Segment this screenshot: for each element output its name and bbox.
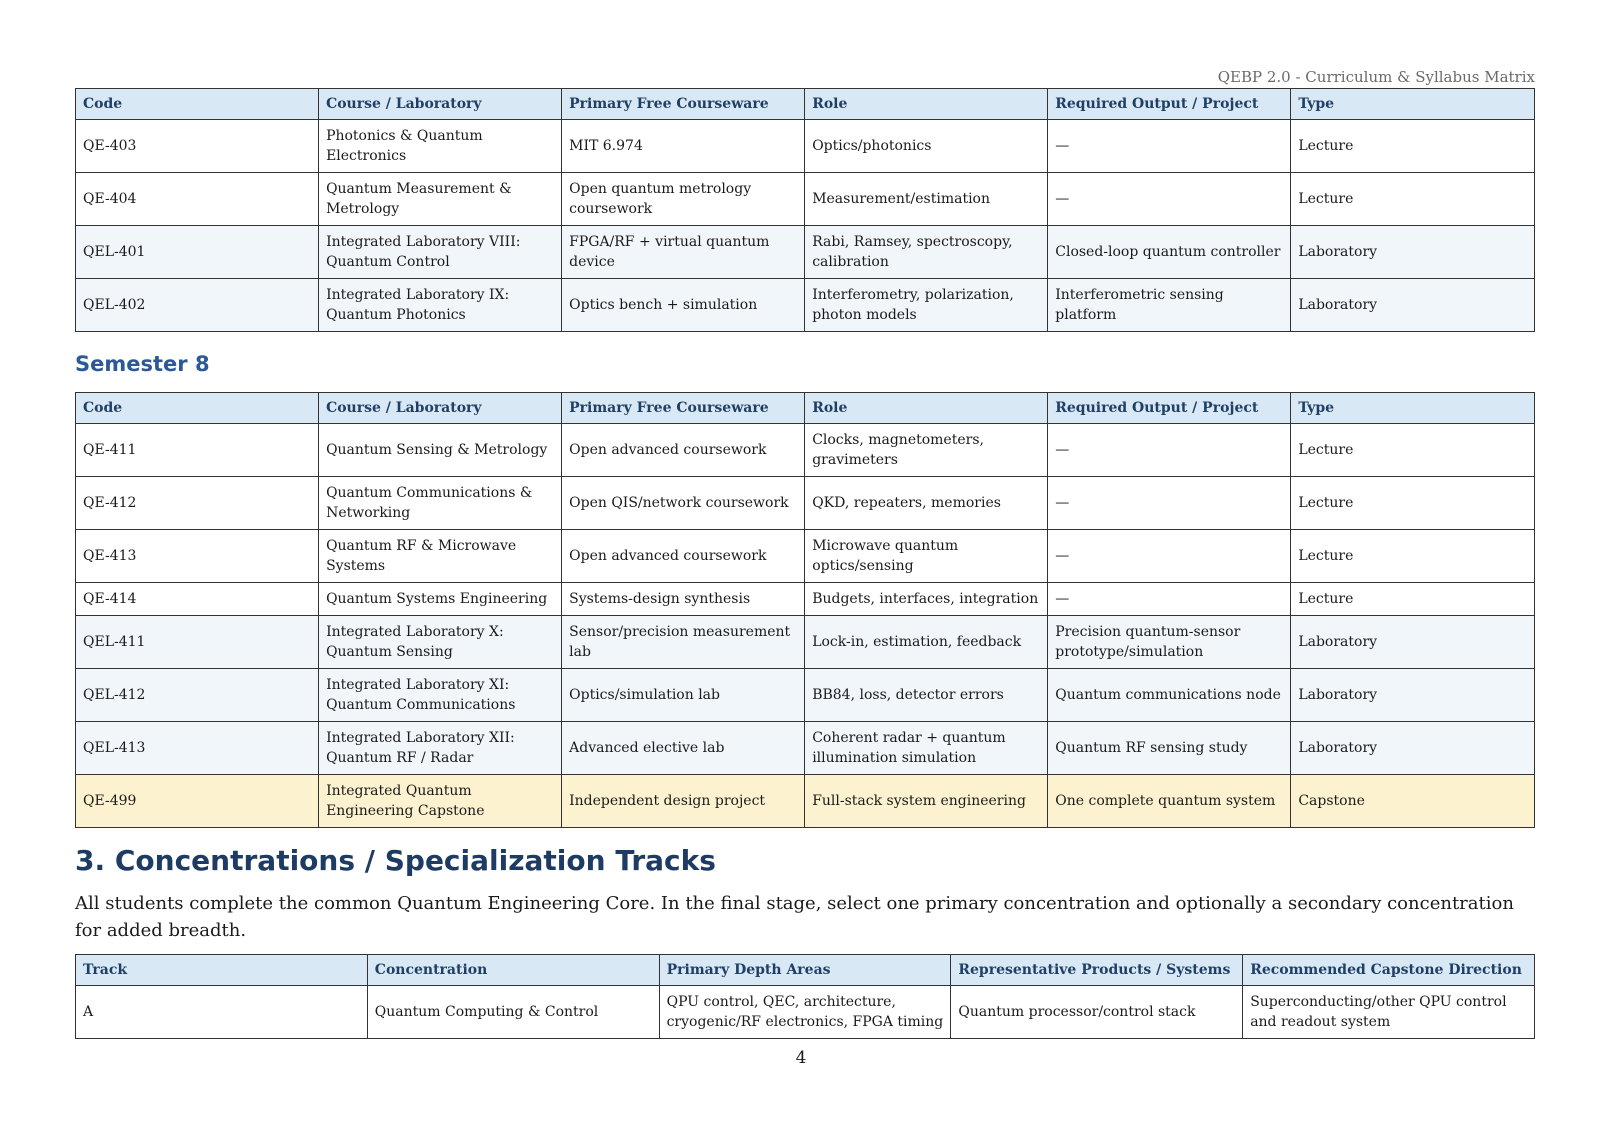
cell-course: Quantum Communications & Networking <box>319 477 562 530</box>
cell-output: Precision quantum-sensor prototype/simulation <box>1048 616 1291 669</box>
cell-role: Measurement/estimation <box>805 173 1048 226</box>
cell-type: Laboratory <box>1291 226 1535 279</box>
column-header-role: Role <box>805 393 1048 424</box>
cell-courseware: Open QIS/network coursework <box>562 477 805 530</box>
cell-type: Laboratory <box>1291 279 1535 332</box>
cell-courseware: Systems-design synthesis <box>562 583 805 616</box>
cell-output: — <box>1048 583 1291 616</box>
cell-output: Quantum RF sensing study <box>1048 722 1291 775</box>
table-header-row <box>76 393 1535 424</box>
table-row <box>76 424 1535 477</box>
column-header-courseware: Primary Free Courseware <box>562 393 805 424</box>
column-header-depth-areas: Primary Depth Areas <box>659 955 951 986</box>
cell-code: QE-499 <box>76 775 319 828</box>
cell-output: — <box>1048 120 1291 173</box>
cell-courseware: FPGA/RF + virtual quantum device <box>562 226 805 279</box>
column-header-role: Role <box>805 89 1048 120</box>
table-row <box>76 226 1535 279</box>
cell-output: — <box>1048 173 1291 226</box>
cell-type: Lecture <box>1291 120 1535 173</box>
cell-code: QEL-402 <box>76 279 319 332</box>
table-header-row <box>76 89 1535 120</box>
cell-courseware: Open advanced coursework <box>562 530 805 583</box>
cell-type: Lecture <box>1291 424 1535 477</box>
cell-courseware: Open advanced coursework <box>562 424 805 477</box>
column-header-output: Required Output / Project <box>1048 89 1291 120</box>
cell-output: Quantum communications node <box>1048 669 1291 722</box>
cell-output: — <box>1048 530 1291 583</box>
column-header-track: Track <box>76 955 368 986</box>
concentration-tracks-table <box>75 954 1535 1039</box>
cell-output: — <box>1048 477 1291 530</box>
column-header-code: Code <box>76 89 319 120</box>
column-header-output: Required Output / Project <box>1048 393 1291 424</box>
table-row <box>76 722 1535 775</box>
section-intro-paragraph: All students complete the common Quantum Engineering Core. In the final stage, select one primary concentration and optionally a secondary concentration for added breadth. <box>75 893 1514 941</box>
cell-type: Laboratory <box>1291 669 1535 722</box>
running-header: QEBP 2.0 - Curriculum & Syllabus Matrix <box>1217 68 1535 86</box>
cell-code: QEL-413 <box>76 722 319 775</box>
cell-code: QE-414 <box>76 583 319 616</box>
cell-role: Microwave quantum optics/sensing <box>805 530 1048 583</box>
cell-code: QE-412 <box>76 477 319 530</box>
cell-role: Coherent radar + quantum illumination simulation <box>805 722 1048 775</box>
table-row <box>76 986 1535 1039</box>
column-header-products: Representative Products / Systems <box>951 955 1243 986</box>
cell-output: One complete quantum system <box>1048 775 1291 828</box>
cell-courseware: Optics bench + simulation <box>562 279 805 332</box>
table-row <box>76 616 1535 669</box>
cell-courseware: Open quantum metrology coursework <box>562 173 805 226</box>
table-row-capstone <box>76 775 1535 828</box>
cell-courseware: Optics/simulation lab <box>562 669 805 722</box>
course-table-semester-7 <box>75 88 1535 332</box>
table-row <box>76 120 1535 173</box>
table-row <box>76 669 1535 722</box>
semester-heading: Semester 8 <box>75 352 210 376</box>
table-row <box>76 279 1535 332</box>
cell-course: Integrated Laboratory X: Quantum Sensing <box>319 616 562 669</box>
cell-code: QE-413 <box>76 530 319 583</box>
cell-course: Quantum Sensing & Metrology <box>319 424 562 477</box>
table-row <box>76 173 1535 226</box>
cell-role: Budgets, interfaces, integration <box>805 583 1048 616</box>
table-row <box>76 530 1535 583</box>
cell-type: Lecture <box>1291 477 1535 530</box>
cell-course: Integrated Laboratory XI: Quantum Communications <box>319 669 562 722</box>
cell-role: Rabi, Ramsey, spectroscopy, calibration <box>805 226 1048 279</box>
cell-course: Photonics & Quantum Electronics <box>319 120 562 173</box>
cell-output: Interferometric sensing platform <box>1048 279 1291 332</box>
column-header-code: Code <box>76 393 319 424</box>
cell-courseware: MIT 6.974 <box>562 120 805 173</box>
cell-role: Optics/photonics <box>805 120 1048 173</box>
cell-code: QE-404 <box>76 173 319 226</box>
cell-code: QEL-401 <box>76 226 319 279</box>
cell-course: Integrated Laboratory VIII: Quantum Control <box>319 226 562 279</box>
cell-courseware: Sensor/precision measurement lab <box>562 616 805 669</box>
cell-role: QKD, repeaters, memories <box>805 477 1048 530</box>
section-heading: 3. Concentrations / Specialization Tracks <box>75 844 716 877</box>
cell-output: — <box>1048 424 1291 477</box>
cell-role: Lock-in, estimation, feedback <box>805 616 1048 669</box>
column-header-type: Type <box>1291 89 1535 120</box>
cell-output: Closed-loop quantum controller <box>1048 226 1291 279</box>
cell-type: Laboratory <box>1291 722 1535 775</box>
course-table-semester-8 <box>75 392 1535 828</box>
cell-type: Lecture <box>1291 583 1535 616</box>
cell-track: A <box>76 986 368 1039</box>
cell-course: Quantum Measurement & Metrology <box>319 173 562 226</box>
cell-type: Lecture <box>1291 173 1535 226</box>
cell-role: Full-stack system engineering <box>805 775 1048 828</box>
column-header-concentration: Concentration <box>367 955 659 986</box>
column-header-course: Course / Laboratory <box>319 89 562 120</box>
column-header-capstone-direction: Recommended Capstone Direction <box>1243 955 1535 986</box>
cell-courseware: Advanced elective lab <box>562 722 805 775</box>
cell-course: Quantum Systems Engineering <box>319 583 562 616</box>
cell-code: QE-403 <box>76 120 319 173</box>
cell-depth-areas: QPU control, QEC, architecture, cryogenic/RF electronics, FPGA timing <box>659 986 951 1039</box>
cell-course: Quantum RF & Microwave Systems <box>319 530 562 583</box>
column-header-course: Course / Laboratory <box>319 393 562 424</box>
column-header-courseware: Primary Free Courseware <box>562 89 805 120</box>
table-header-row <box>76 955 1535 986</box>
cell-type: Laboratory <box>1291 616 1535 669</box>
cell-type: Lecture <box>1291 530 1535 583</box>
cell-code: QE-411 <box>76 424 319 477</box>
document-page <box>75 66 1535 1039</box>
column-header-type: Type <box>1291 393 1535 424</box>
cell-code: QEL-412 <box>76 669 319 722</box>
cell-code: QEL-411 <box>76 616 319 669</box>
table-row <box>76 477 1535 530</box>
cell-role: Interferometry, polarization, photon models <box>805 279 1048 332</box>
cell-courseware: Independent design project <box>562 775 805 828</box>
cell-type: Capstone <box>1291 775 1535 828</box>
page-number: 4 <box>795 1048 807 1068</box>
cell-course: Integrated Quantum Engineering Capstone <box>319 775 562 828</box>
cell-capstone-direction: Superconducting/other QPU control and readout system <box>1243 986 1535 1039</box>
cell-role: Clocks, magnetometers, gravimeters <box>805 424 1048 477</box>
cell-role: BB84, loss, detector errors <box>805 669 1048 722</box>
cell-course: Integrated Laboratory IX: Quantum Photonics <box>319 279 562 332</box>
cell-course: Integrated Laboratory XII: Quantum RF / Radar <box>319 722 562 775</box>
table-row <box>76 583 1535 616</box>
cell-concentration: Quantum Computing & Control <box>367 986 659 1039</box>
cell-products: Quantum processor/control stack <box>951 986 1243 1039</box>
